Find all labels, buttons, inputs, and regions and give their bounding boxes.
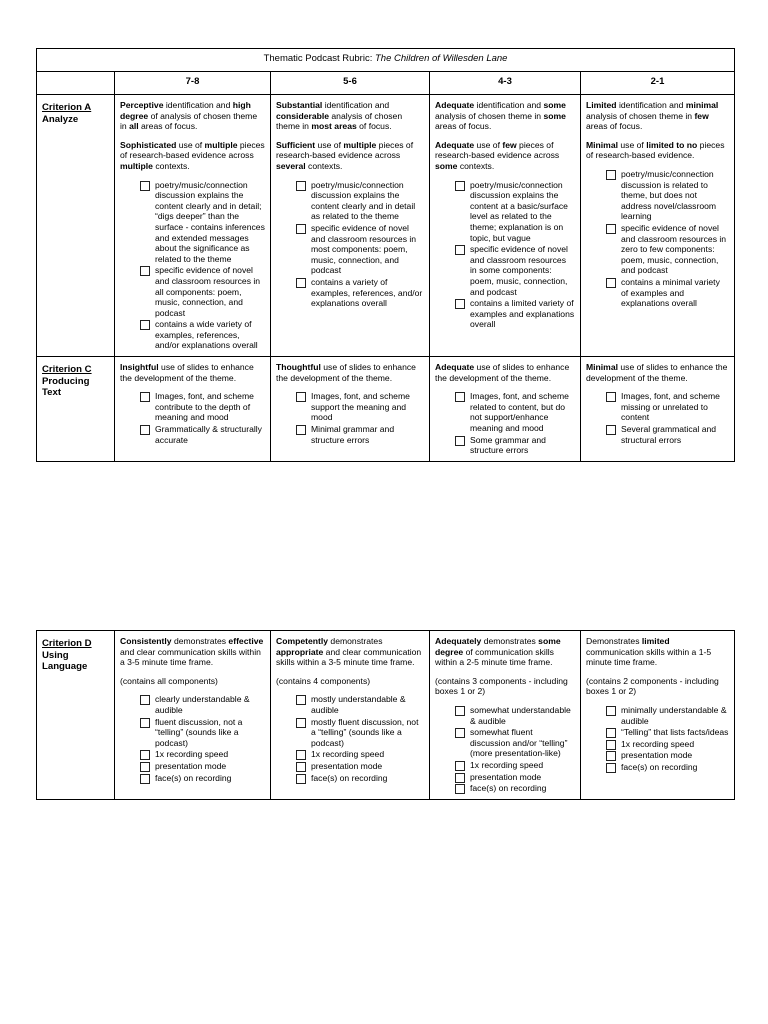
checklist-item <box>296 761 424 772</box>
checklist-item <box>140 749 265 760</box>
checklist-item-text: poetry/music/connection discussion explains the content clearly and in detail as related to the theme <box>311 179 416 222</box>
checkbox-icon[interactable] <box>296 224 306 234</box>
checklist-item-text: presentation mode <box>470 771 542 782</box>
checklist-item <box>296 424 424 445</box>
checkbox-icon[interactable] <box>606 706 616 716</box>
checklist-item-text: 1x recording speed <box>311 749 385 760</box>
checklist-item <box>606 277 729 309</box>
checklist <box>276 180 424 309</box>
checkbox-icon[interactable] <box>140 695 150 705</box>
checkbox-icon[interactable] <box>606 728 616 738</box>
checklist <box>435 391 575 456</box>
descriptor-emphasis: all <box>129 121 139 132</box>
descriptor-cell <box>581 631 735 800</box>
descriptor-emphasis: Adequate <box>435 362 475 373</box>
descriptor-text: Substantial identification and considerable analysis of chosen theme in most areas of focus. <box>276 100 403 132</box>
checklist-item <box>455 705 575 726</box>
checklist-item-text: mostly understandable & audible <box>311 694 406 715</box>
checklist-item-text: minimally understandable & audible <box>621 704 727 726</box>
checklist <box>276 694 424 783</box>
checklist-item-text: specific evidence of novel and classroom resources in all components: poem, music, connection, and podcast <box>155 265 261 318</box>
descriptor-emphasis: some <box>543 100 566 110</box>
checklist <box>586 705 729 773</box>
checklist-item <box>606 705 729 726</box>
criterion-subtitle: Analyze <box>42 113 79 125</box>
descriptor-text: Thoughtful use of slides to enhance the development of the theme. <box>276 362 416 383</box>
checkbox-icon[interactable] <box>455 728 465 738</box>
descriptor-emphasis: some degree <box>435 636 561 657</box>
checkbox-icon[interactable] <box>455 761 465 771</box>
checklist-item <box>296 694 424 715</box>
descriptor-text: (contains 2 components - including boxes 1 or 2) <box>586 675 719 697</box>
descriptor-emphasis: limited to no <box>646 139 698 150</box>
descriptor-text: Sufficient use of multiple pieces of research-based evidence across several contexts. <box>276 139 414 171</box>
checklist-item-text: Some grammar and structure errors <box>470 434 546 456</box>
descriptor-emphasis: several <box>276 160 306 171</box>
checklist-item-text: face(s) on recording <box>311 772 388 783</box>
checklist-item <box>296 773 424 784</box>
checkbox-icon[interactable] <box>296 762 306 772</box>
descriptor-emphasis: few <box>694 110 709 121</box>
checklist-item <box>455 772 575 783</box>
descriptor-text: Adequately demonstrates some degree of communication skills within a 2-5 minute time frame. <box>435 636 561 668</box>
descriptor-emphasis: Minimal <box>586 362 618 373</box>
checklist-item <box>140 424 265 445</box>
criteria-body <box>37 95 735 462</box>
checklist-item <box>296 277 424 309</box>
descriptor-text: Sophisticated use of multiple pieces of research-based evidence across multiple contexts. <box>120 139 265 171</box>
criterion-label-cell <box>37 357 115 462</box>
rubric-table-top <box>36 48 735 462</box>
descriptor-cell <box>430 357 581 462</box>
checklist-item-text: “Telling” that lists facts/ideas <box>621 727 729 738</box>
descriptor-text: Adequate use of few pieces of research-based evidence across some contexts. <box>435 139 560 171</box>
descriptor-emphasis: effective <box>228 636 264 646</box>
descriptor-text: (contains 4 components) <box>276 675 371 686</box>
descriptor-emphasis: Adequate <box>435 100 475 110</box>
descriptor-cell <box>115 95 271 357</box>
checkbox-icon[interactable] <box>296 750 306 760</box>
criterion-row <box>37 357 735 462</box>
checkbox-icon[interactable] <box>455 299 465 309</box>
checklist-item <box>606 424 729 445</box>
checkbox-icon[interactable] <box>606 763 616 773</box>
checklist-item <box>455 391 575 433</box>
checklist-item <box>455 180 575 244</box>
checkbox-icon[interactable] <box>455 706 465 716</box>
descriptor-text: Consistently demonstrates effective and clear communication skills within a 3-5 minute time frame. <box>120 636 264 668</box>
checkbox-icon[interactable] <box>455 392 465 402</box>
checklist <box>120 391 265 445</box>
checklist-item-text: mostly fluent discussion, not a “telling” (sounds like a podcast) <box>311 716 419 748</box>
descriptor-emphasis: most <box>311 121 332 132</box>
rubric-table-bottom <box>36 630 735 800</box>
score-header: 2-1 <box>581 72 735 95</box>
checklist-item-text: specific evidence of novel and classroom resources in zero to few components: poem, music, connection, and podcast <box>621 222 727 276</box>
descriptor-text: Limited identification and minimal analysis of chosen theme in few areas of focus. <box>586 100 719 132</box>
checkbox-icon[interactable] <box>455 245 465 255</box>
checkbox-icon[interactable] <box>140 718 150 728</box>
checklist-item <box>455 435 575 456</box>
checkbox-icon[interactable] <box>606 224 616 234</box>
checklist-item <box>140 717 265 749</box>
checklist-item-text: Images, font, and scheme related to content, but do not support/enhance meaning and mood <box>470 391 569 434</box>
checklist-item-text: 1x recording speed <box>621 738 695 749</box>
checklist-item <box>455 298 575 330</box>
checklist <box>120 180 265 352</box>
criterion-label-cell <box>37 95 115 357</box>
checkbox-icon[interactable] <box>296 278 306 288</box>
checklist-item-text: Grammatically & structurally accurate <box>155 424 262 445</box>
checklist-item <box>606 762 729 773</box>
checklist <box>586 169 729 309</box>
rubric-title: Thematic Podcast Rubric: The Children of Willesden Lane <box>37 49 735 72</box>
score-header: 5-6 <box>271 72 430 95</box>
descriptor-emphasis: areas <box>334 121 357 132</box>
checklist-item <box>606 739 729 750</box>
checkbox-icon[interactable] <box>296 695 306 705</box>
checklist-item <box>140 319 265 351</box>
checklist-item <box>140 694 265 715</box>
checklist-item <box>296 391 424 423</box>
descriptor-emphasis: Insightful <box>120 362 159 373</box>
checklist <box>120 694 265 783</box>
descriptor-emphasis: considerable <box>276 110 330 121</box>
score-header: 4-3 <box>430 72 581 95</box>
descriptor-emphasis: minimal <box>685 100 719 110</box>
checkbox-icon[interactable] <box>296 181 306 191</box>
checkbox-icon[interactable] <box>140 181 150 191</box>
checklist-item-text: clearly understandable & audible <box>155 694 250 715</box>
descriptor-emphasis: Minimal <box>586 139 618 150</box>
descriptor-emphasis: multiple <box>120 160 153 171</box>
checklist-item-text: contains a variety of examples, references, and/or explanations overall <box>311 276 423 309</box>
checklist-item <box>140 773 265 784</box>
checklist <box>435 705 575 794</box>
descriptor-emphasis: appropriate <box>276 646 324 657</box>
descriptor-emphasis: Adequately <box>435 636 482 646</box>
checklist-item <box>296 223 424 276</box>
descriptor-emphasis: Competently <box>276 636 329 646</box>
criterion-name: Criterion D <box>42 638 92 649</box>
checklist-item-text: contains a wide variety of examples, references, and/or explanations overall <box>155 319 258 351</box>
descriptor-emphasis: some <box>543 110 566 121</box>
checklist-item <box>296 749 424 760</box>
descriptor-cell <box>430 631 581 800</box>
checkbox-icon[interactable] <box>140 266 150 276</box>
title-row <box>37 49 735 72</box>
descriptor-emphasis: multiple <box>343 139 377 150</box>
checkbox-icon[interactable] <box>140 774 150 784</box>
checkbox-icon[interactable] <box>455 181 465 191</box>
checklist-item-text: 1x recording speed <box>155 749 229 760</box>
descriptor-emphasis: few <box>502 139 517 150</box>
descriptor-emphasis: Thoughtful <box>276 362 321 373</box>
checklist-item <box>606 727 729 738</box>
descriptor-text: Competently demonstrates appropriate and clear communication skills within a 3-5 minute time frame. <box>276 636 422 668</box>
checklist-item <box>140 761 265 772</box>
criterion-name: Criterion C <box>42 364 92 376</box>
checkbox-icon[interactable] <box>140 750 150 760</box>
descriptor-emphasis: Adequate <box>435 139 475 150</box>
checklist-item-text: Minimal grammar and structure errors <box>311 424 395 445</box>
checkbox-icon[interactable] <box>140 320 150 330</box>
descriptor-emphasis: Substantial <box>276 100 323 110</box>
checklist-item <box>296 717 424 749</box>
checklist-item <box>140 391 265 423</box>
checklist-item-text: Images, font, and scheme missing or unrelated to content <box>621 391 720 423</box>
criterion-label-cell <box>37 631 115 800</box>
checklist-item-text: specific evidence of novel and classroom resources in some components: poem, music, connection, and podcast <box>470 244 568 297</box>
checklist-item-text: 1x recording speed <box>470 759 544 770</box>
descriptor-text: (contains all components) <box>120 675 218 686</box>
descriptor-cell <box>271 95 430 357</box>
checklist-item-text: contains a limited variety of examples and explanations overall <box>470 298 575 330</box>
checklist-item-text: poetry/music/connection discussion explains the content at a basic/surface level as related to the theme; explanation is on topic, but vague <box>470 179 568 243</box>
checklist-item <box>296 180 424 222</box>
book-title: The Children of Willesden Lane <box>374 53 508 64</box>
descriptor-emphasis: Limited <box>586 100 617 110</box>
checklist <box>435 180 575 330</box>
checklist-item-text: poetry/music/connection discussion is related to theme, but does not address novel/classroom learning <box>621 168 717 222</box>
checkbox-icon[interactable] <box>296 774 306 784</box>
checklist <box>276 391 424 445</box>
checkbox-icon[interactable] <box>606 751 616 761</box>
checklist-item <box>455 727 575 759</box>
descriptor-cell <box>115 357 271 462</box>
checkbox-icon[interactable] <box>455 784 465 794</box>
checklist-item-text: face(s) on recording <box>621 761 698 772</box>
criterion-name: Criterion A <box>42 102 92 113</box>
descriptor-text: (contains 3 components - including boxes 1 or 2) <box>435 675 568 697</box>
checkbox-icon[interactable] <box>140 425 150 435</box>
checklist-item <box>140 265 265 318</box>
descriptor-cell <box>581 357 735 462</box>
criteria-body <box>37 631 735 800</box>
descriptor-text: Minimal use of slides to enhance the development of the theme. <box>586 362 728 383</box>
descriptor-emphasis: limited <box>641 636 670 646</box>
checklist-item-text: presentation mode <box>621 750 693 761</box>
checklist-item-text: somewhat understandable & audible <box>470 704 571 726</box>
descriptor-cell <box>430 95 581 357</box>
checklist-item-text: face(s) on recording <box>470 783 547 794</box>
checklist-item <box>606 391 729 423</box>
descriptor-emphasis: Consistently <box>120 636 172 646</box>
criterion-subtitle: Using Language <box>42 649 88 673</box>
score-header: 7-8 <box>115 72 271 95</box>
checkbox-icon[interactable] <box>606 425 616 435</box>
checklist-item <box>606 169 729 222</box>
checklist-item-text: face(s) on recording <box>155 772 232 783</box>
checklist <box>586 391 729 445</box>
descriptor-emphasis: Sufficient <box>276 139 316 150</box>
checklist-item <box>606 750 729 761</box>
checklist-item-text: specific evidence of novel and classroom resources in most components: poem, music, connection, and podcast <box>311 222 417 276</box>
criterion-row <box>37 95 735 357</box>
checklist-item <box>455 760 575 771</box>
descriptor-emphasis: Perceptive <box>120 100 164 110</box>
descriptor-emphasis: high degree <box>120 100 251 121</box>
blank-header-cell <box>37 72 115 95</box>
checklist-item-text: Images, font, and scheme contribute to the depth of meaning and mood <box>155 391 254 423</box>
descriptor-cell <box>581 95 735 357</box>
score-header-row <box>37 72 735 95</box>
checkbox-icon[interactable] <box>296 392 306 402</box>
descriptor-emphasis: some <box>435 160 458 171</box>
checkbox-icon[interactable] <box>140 392 150 402</box>
descriptor-emphasis: multiple <box>204 139 238 150</box>
checkbox-icon[interactable] <box>296 425 306 435</box>
descriptor-cell <box>271 357 430 462</box>
descriptor-text: Minimal use of limited to no pieces of research-based evidence. <box>586 139 725 161</box>
checklist-item-text: Images, font, and scheme support the meaning and mood <box>311 391 410 423</box>
checklist-item <box>455 783 575 794</box>
descriptor-emphasis: Sophisticated <box>120 139 177 150</box>
checklist-item-text: Several grammatical and structural errors <box>621 424 717 445</box>
descriptor-cell <box>271 631 430 800</box>
criterion-subtitle: Producing Text <box>42 375 90 399</box>
descriptor-text: Adequate use of slides to enhance the development of the theme. <box>435 362 570 383</box>
checklist-item <box>455 244 575 297</box>
criterion-row <box>37 631 735 800</box>
checkbox-icon[interactable] <box>140 762 150 772</box>
checklist-item <box>606 223 729 276</box>
checkbox-icon[interactable] <box>455 773 465 783</box>
checklist-item-text: fluent discussion, not a “telling” (sounds like a podcast) <box>155 716 243 748</box>
checkbox-icon[interactable] <box>606 392 616 402</box>
checkbox-icon[interactable] <box>296 718 306 728</box>
checklist-item <box>140 180 265 265</box>
checklist-item-text: somewhat fluent discussion and/or “telling” (more presentation-like) <box>470 727 568 759</box>
descriptor-cell <box>115 631 271 800</box>
descriptor-text: Insightful use of slides to enhance the development of the theme. <box>120 362 254 383</box>
descriptor-text: Adequate identification and some analysis of chosen theme in some areas of focus. <box>435 100 566 132</box>
checkbox-icon[interactable] <box>606 278 616 288</box>
checkbox-icon[interactable] <box>606 740 616 750</box>
checklist-item-text: contains a minimal variety of examples and explanations overall <box>621 276 720 309</box>
checklist-item-text: presentation mode <box>311 760 383 771</box>
checklist-item-text: presentation mode <box>155 760 227 771</box>
checkbox-icon[interactable] <box>455 436 465 446</box>
descriptor-text: Demonstrates limited communication skills within a 1-5 minute time frame. <box>586 636 712 668</box>
checklist-item-text: poetry/music/connection discussion explains the content clearly and in detail; “digs deeper” than the surface - contains inferences and extended messages about the significance as related to the theme <box>155 179 265 264</box>
descriptor-text: Perceptive identification and high degree of analysis of chosen theme in all areas of focus. <box>120 100 258 132</box>
checkbox-icon[interactable] <box>606 170 616 180</box>
